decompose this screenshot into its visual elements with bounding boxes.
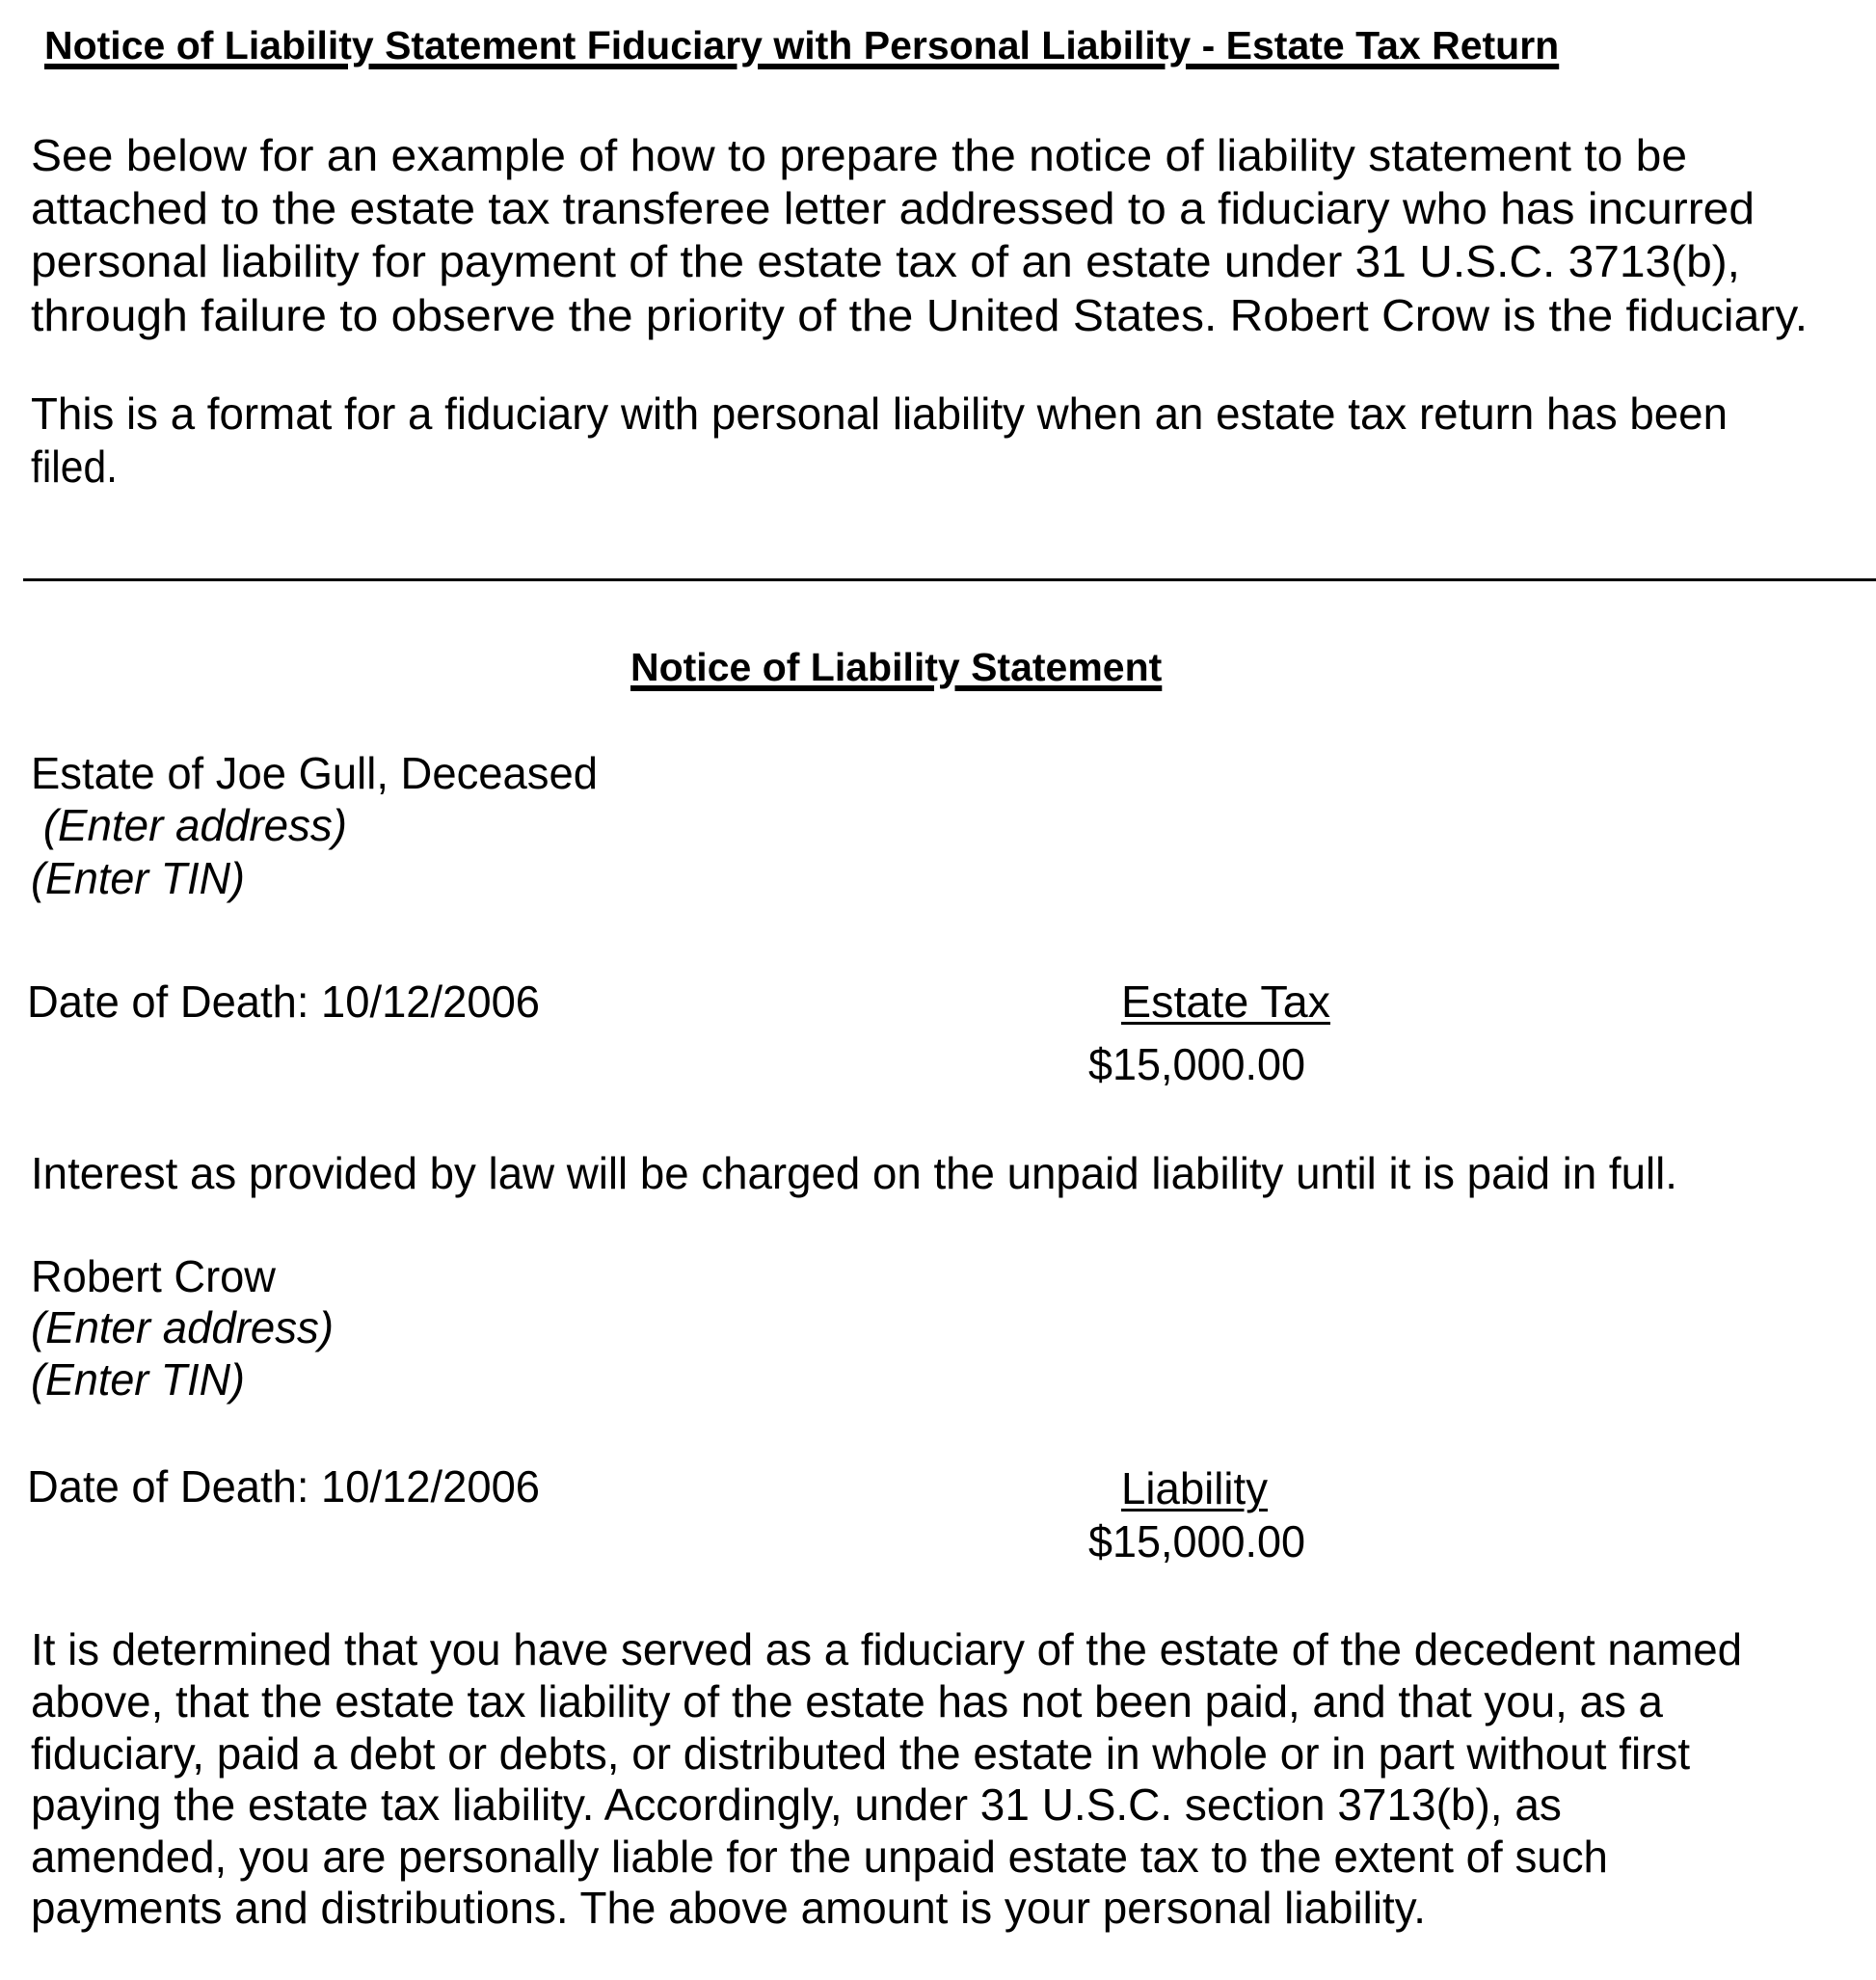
intro-paragraph-2-line: filed. — [31, 441, 119, 492]
estate-name: Estate of Joe Gull, Deceased — [31, 748, 598, 798]
estate-date-of-death: Date of Death: 10/12/2006 — [27, 977, 541, 1027]
fiduciary-date-of-death: Date of Death: 10/12/2006 — [27, 1461, 541, 1512]
intro-paragraph-1-line: attached to the estate tax transferee letter addressed to a fiduciary who has incurred — [31, 183, 1755, 233]
estate-tax-column-label: Estate Tax — [1121, 977, 1330, 1027]
determination-line: fiduciary, paid a debt or debts, or distributed the estate in whole or in part without first — [31, 1728, 1691, 1779]
intro-paragraph-1-line: See below for an example of how to prepare the notice of liability statement to be — [31, 130, 1688, 180]
fiduciary-tin-placeholder: (Enter TIN) — [31, 1354, 246, 1405]
determination-line: It is determined that you have served as a fiduciary of the estate of the decedent named — [31, 1624, 1743, 1674]
intro-paragraph-1-line: through failure to observe the priority of the United States. Robert Crow is the fiduciary. — [31, 290, 1809, 340]
estate-tax-amount: $15,000.00 — [1088, 1039, 1306, 1089]
statement-heading: Notice of Liability Statement — [630, 645, 1163, 689]
estate-address-placeholder: (Enter address) — [31, 800, 348, 850]
estate-tin-placeholder: (Enter TIN) — [31, 853, 246, 903]
determination-line: payments and distributions. The above amount is your personal liability. — [31, 1883, 1426, 1933]
determination-line: paying the estate tax liability. Accordingly, under 31 U.S.C. section 3713(b), as — [31, 1779, 1562, 1830]
interest-note: Interest as provided by law will be charged on the unpaid liability until it is paid in full. — [31, 1148, 1677, 1198]
liability-column-label: Liability — [1121, 1463, 1268, 1513]
liability-amount: $15,000.00 — [1088, 1516, 1306, 1566]
section-divider — [23, 578, 1876, 581]
intro-paragraph-2-line: This is a format for a fiduciary with personal liability when an estate tax return has been — [31, 388, 1729, 439]
determination-line: above, that the estate tax liability of the estate has not been paid, and that you, as a — [31, 1676, 1663, 1726]
fiduciary-name: Robert Crow — [31, 1251, 276, 1301]
intro-paragraph-1-line: personal liability for payment of the estate tax of an estate under 31 U.S.C. 3713(b), — [31, 236, 1740, 286]
document-title: Notice of Liability Statement Fiduciary with Personal Liability - Estate Tax Return — [44, 23, 1560, 67]
fiduciary-address-placeholder: (Enter address) — [31, 1302, 335, 1352]
determination-line: amended, you are personally liable for the unpaid estate tax to the extent of such — [31, 1832, 1608, 1882]
